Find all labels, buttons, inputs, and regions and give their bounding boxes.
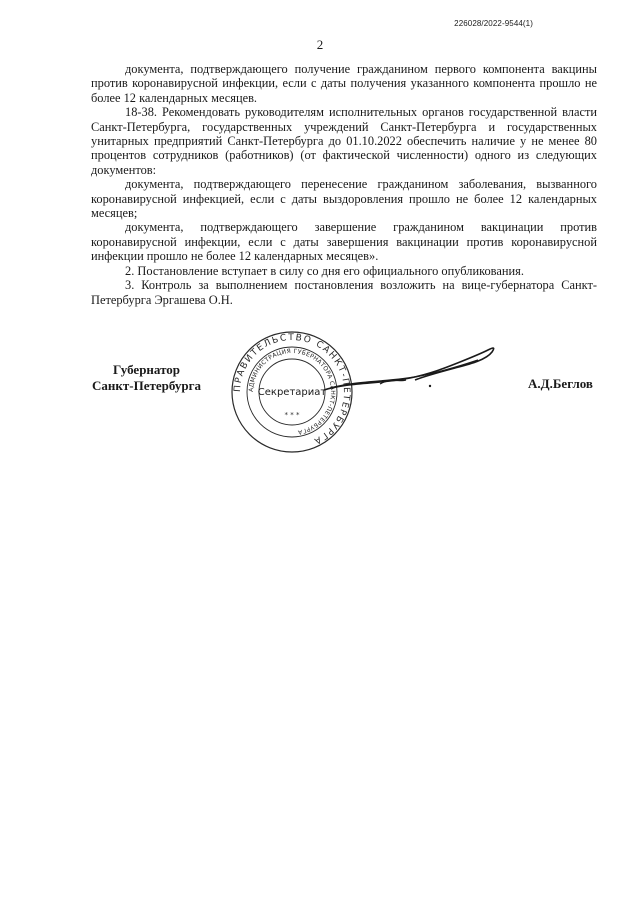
signatory-name: А.Д.Беглов — [528, 376, 593, 391]
document-body — [91, 62, 597, 307]
paragraph: 3. Контроль за выполнением постановления возложить на вице-губернатора Санкт-Петербурга Эргашева О.Н. — [91, 278, 597, 307]
signatory-title-line: Санкт-Петербурга — [92, 378, 201, 393]
handwritten-signature — [320, 338, 500, 402]
paragraph: 18-38. Рекомендовать руководителям исполнительных органов государственной власти Санкт-Петербурга, государственных учреждений Санкт-Петербурга и государственных унитарных предприятий Санкт-Петербурга до 01.10.2022 обеспечить наличие у не менее 80 процентов сотрудников (работников) (от фактической численности) одного из следующих документов: — [91, 105, 597, 177]
signatory-title-line: Губернатор — [112, 362, 181, 377]
paragraph: документа, подтверждающего получение гражданином первого компонента вакцины против коронавирусной инфекции, если с даты получения указанного компонента прошло не более 12 календарных месяцев. — [91, 62, 597, 105]
signature-scribble-icon — [320, 338, 500, 402]
stamp-center-text: Секретариат — [257, 387, 327, 398]
document-id: 226028/2022-9544(1) — [454, 19, 533, 28]
signatory-title — [92, 362, 201, 394]
signature-block — [0, 330, 640, 460]
stamp-inner-text: АДМИНИСТРАЦИЯ ГУБЕРНАТОРА САНКТ-ПЕТЕРБУРГА — [247, 347, 337, 436]
stamp-outer-text: ПРАВИТЕЛЬСТВО САНКТ-ПЕТЕРБУРГА — [232, 332, 352, 447]
paragraph: документа, подтверждающего завершение гражданином вакцинации против коронавирусной инфекции, если с даты завершения вакцинации против коронавирусной инфекции прошло не более 12 календарных месяцев». — [91, 220, 597, 264]
svg-text:* * *: * * * — [284, 411, 300, 419]
paragraph: документа, подтверждающего перенесение гражданином заболевания, вызванного коронавирусной инфекцией, если с даты выздоровления прошло не более 12 календарных месяцев; — [91, 177, 597, 221]
paragraph: 2. Постановление вступает в силу со дня его официального опубликования. — [125, 263, 524, 278]
page-number: 2 — [316, 37, 324, 52]
